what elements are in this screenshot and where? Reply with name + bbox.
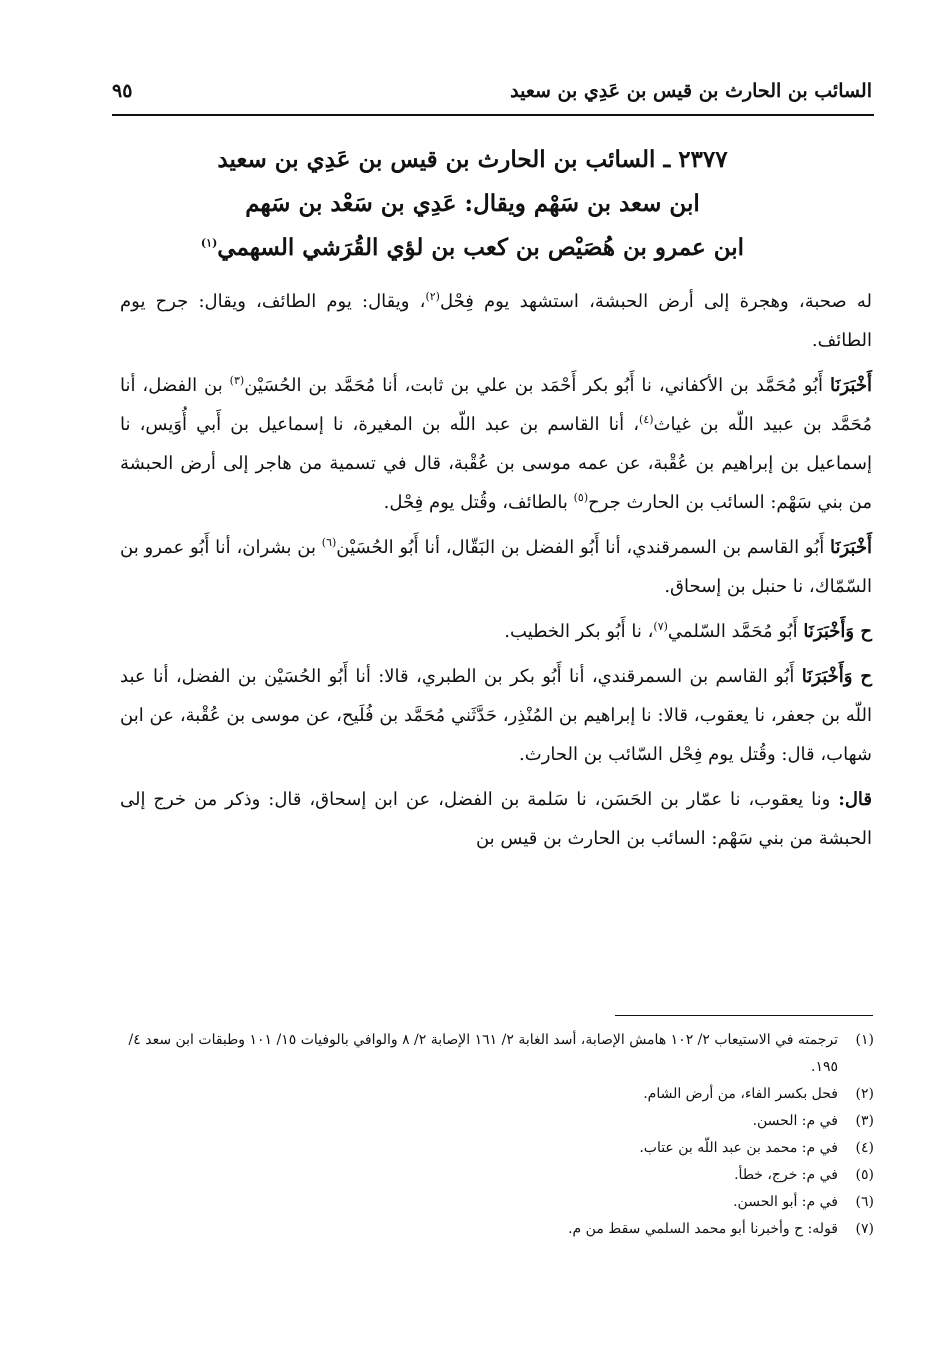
header-rule (112, 114, 874, 116)
footnote-number: (٥) (855, 1167, 874, 1183)
footnotes (122, 1027, 874, 1243)
footnote (122, 1216, 874, 1243)
footnote-number: (٣) (855, 1113, 874, 1129)
footnote-text: فحل بكسر الفاء، من أرض الشام. (643, 1086, 838, 1102)
footnote-number: (٧) (855, 1221, 874, 1237)
footnote-rule (615, 1015, 873, 1016)
paragraph-lead: أَخْبَرَنَا (830, 537, 872, 558)
running-title: السائب بن الحارث بن قيس بن عَدِي بن سعيد (510, 80, 872, 102)
paragraph-lead: ح وَأَخْبَرَنَا (803, 621, 872, 642)
footnote-text: في م: محمد بن عبد اللّه بن عتاب. (639, 1140, 838, 1156)
footnote (122, 1027, 874, 1081)
footnote-ref: (٥) (573, 491, 589, 504)
footnote (122, 1162, 874, 1189)
paragraph: أَخْبَرَنَا أَبُو مُحَمَّد بن الأكفاني، نا أَبُو بكر أَحْمَد بن علي بن ثابت، أنا مُحَمَّد بن الحُسَيْن$^{(٣)}$ بن الفضل، أنا مُحَمَّد بن عبيد اللّه بن غياث$^{(٤)}$، أنا القاسم بن عبد اللّه بن المغيرة، نا إسماعيل بن أَبي أُوَيس، نا إسماعيل بن إبراهيم بن عُقْبة، عن عمه موسى بن عُقْبة، قال في تسمية من هاجر إلى أرض الحبشة من بني سَهْم: السائب بن الحارث جرح$^{(٥)}$ بالطائف، وقُتل يوم فِحْل. (120, 374, 872, 513)
footnote (122, 1135, 874, 1162)
footnote-number: (٤) (855, 1140, 874, 1156)
footnote-ref: (٤) (639, 413, 654, 426)
footnote-text: في م: الحسن. (752, 1113, 838, 1129)
footnote-ref: (٦) (321, 536, 337, 549)
page-number: ٩٥ (112, 80, 133, 102)
footnote-ref: (٧) (653, 620, 668, 633)
running-head (112, 80, 872, 110)
paragraph: ح وَأَخْبَرَنَا أَبُو مُحَمَّد السّلمي$^{(٧)}$، نا أَبُو بكر الخطيب. (504, 620, 872, 642)
footnote-number: (١) (855, 1032, 874, 1048)
footnote-number: (٦) (855, 1194, 874, 1210)
footnote-text: قوله: ح وأخبرنا أبو محمد السلمي سقط من م. (568, 1221, 838, 1237)
entry-title (90, 138, 855, 270)
footnote-ref: (١) (200, 236, 218, 250)
paragraph: ح وَأَخْبَرَنَا أَبُو القاسم بن السمرقندي، أنا أَبُو بكر بن الطبري، قالا: أنا أَبُو الحُسَيْن بن الفضل، أنا عبد اللّه بن جعفر، نا يعقوب، قالا: نا إبراهيم بن المُنْذِر، حَدَّثَني مُحَمَّد بن فُلَيح، عن موسى بن عُقْبة، عن ابن شهاب، قال: وقُتل يوم فِحْل السّائب بن الحارث. (120, 666, 872, 765)
footnote-text: في م: خرج، خطأ. (734, 1167, 838, 1183)
title-line: ٢٣٧٧ ـ السائب بن الحارث بن قيس بن عَدِي بن سعيد (217, 146, 728, 173)
paragraph-lead: أَخْبَرَنَا (830, 375, 872, 396)
footnote (122, 1189, 874, 1216)
footnote-text: في م: أبو الحسن. (733, 1194, 838, 1210)
footnote-ref: (٣) (229, 374, 245, 387)
footnote-ref: (٢) (425, 290, 440, 303)
title-line: ابن سعد بن سَهْم ويقال: عَدِي بن سَعْد بن سَهم (245, 190, 700, 217)
footnote (122, 1108, 874, 1135)
body-text (120, 282, 872, 864)
paragraph-lead: ح وَأَخْبَرَنَا (801, 666, 872, 687)
footnote (122, 1081, 874, 1108)
paragraph-lead: قال: (838, 789, 872, 810)
paragraph: قال: ونا يعقوب، نا عمّار بن الحَسَن، نا سَلمة بن الفضل، عن ابن إسحاق، قال: وذكر من خرج إلى الحبشة من بني سَهْم: السائب بن الحارث بن قيس بن (120, 789, 872, 849)
paragraph: أَخْبَرَنَا أَبُو القاسم بن السمرقندي، أنا أَبُو الفضل بن البَقّال، أنا أَبُو الحُسَيْن$^{(٦)}$ بن بشران، أنا أَبُو عمرو بن السّمّاك، نا حنبل بن إسحاق. (120, 536, 872, 597)
title-line: ابن عمرو بن هُصَيْص بن كعب بن لؤي القُرَشي السهمي$^{(١)}$ (200, 234, 745, 261)
footnote-number: (٢) (855, 1086, 874, 1102)
paragraph: له صحبة، وهجرة إلى أرض الحبشة، استشهد يوم فِحْل$^{(٢)}$، ويقال: يوم الطائف، ويقال: جرح يوم الطائف. (120, 290, 873, 351)
footnote-text: ترجمته في الاستيعاب ٢/ ١٠٢ هامش الإصابة، أسد الغابة ٢/ ١٦١ الإصابة ٢/ ٨ والوافي بالوفيات ١٥/ ١٠١ وطبقات ابن سعد ٤/ ١٩٥. (128, 1032, 838, 1075)
